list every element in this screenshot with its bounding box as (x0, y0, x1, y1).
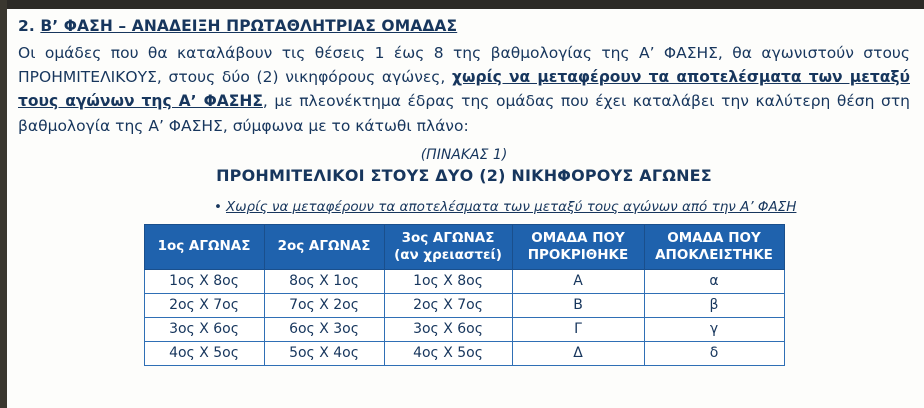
table-caption-bold: ΠΡΟΗΜΙΤΕΛΙΚΟΙ ΣΤΟΥΣ ΔΥΟ (2) ΝΙΚΗΦΟΡΟΥΣ ΑΓΩΝΕΣ (216, 165, 712, 185)
table-cell: Γ (512, 318, 644, 342)
header-line-1: ΟΜΑΔΑ ΠΟΥ (531, 229, 625, 246)
section-heading (18, 17, 910, 35)
header-line-1: 2ος ΑΓΩΝΑΣ (277, 238, 371, 255)
table-cell: 1ος Χ 8ος (384, 270, 512, 294)
section-paragraph (18, 41, 910, 138)
document-content (7, 9, 924, 408)
table-cell: 4ος Χ 5ος (384, 341, 512, 365)
table-row (144, 270, 784, 294)
header-line-1: ΟΜΑΔΑ ΠΟΥ (667, 229, 761, 246)
table-cell: 7ος Χ 2ος (264, 294, 384, 318)
table-cell: Δ (512, 341, 644, 365)
section-number: 2. (18, 17, 35, 35)
table-cell: 2ος Χ 7ος (144, 294, 264, 318)
table-cell: 6ος Χ 3ος (264, 318, 384, 342)
table-header-cell (644, 224, 784, 270)
table-cell: Β (512, 294, 644, 318)
header-line-1: 1ος ΑΓΩΝΑΣ (157, 238, 251, 255)
table-cell: 5ος Χ 4ος (264, 341, 384, 365)
paragraph-part-1: Οι ομάδες που θα καταλάβουν τις θέσεις 1 έως 8 της βαθμολογίας της Α’ ΦΑΣΗΣ, θα αγωνιστούν στους ΠΡΟΗΜΙΤΕΛΙΚΟΥΣ, στους δύο (2) νικηφόρους αγώνες, (18, 44, 910, 87)
table-cell: 3ος Χ 6ος (144, 318, 264, 342)
table-header-row (144, 224, 784, 270)
section-title: Β’ ΦΑΣΗ – ΑΝΑΔΕΙΞΗ ΠΡΩΤΑΘΛΗΤΡΙΑΣ ΟΜΑΔΑΣ (40, 17, 458, 35)
bullet-dot-icon: • (214, 198, 222, 215)
header-line-2: ΠΡΟΚΡΙΘΗΚΕ (527, 246, 629, 263)
table-header-cell (512, 224, 644, 270)
paragraph-part-2: , με πλεονέκτημα έδρας της ομάδας που έχει καταλάβει την καλύτερη θέση στη βαθμολογία της Α’ ΦΑΣΗΣ, σύμφωνα με το κάτωθι πλάνο: (18, 92, 910, 135)
bullet-note (18, 199, 910, 215)
header-line-2: (αν χρειαστεί) (394, 246, 502, 263)
table-cell: Α (512, 270, 644, 294)
table-cell: 1ος Χ 8ος (144, 270, 264, 294)
header-line-2: ΑΠΟΚΛΕΙΣΤΗΚΕ (655, 246, 773, 263)
table-row (144, 341, 784, 365)
table-header-cell (264, 224, 384, 270)
paragraph-emphasis: χωρίς να μεταφέρουν τα αποτελέσματα των μεταξύ τους αγώνων της Α’ ΦΑΣΗΣ (18, 68, 910, 111)
table-cell: 2ος Χ 7ος (384, 294, 512, 318)
header-line-1: 3ος ΑΓΩΝΑΣ (401, 229, 495, 246)
playoff-table (144, 224, 785, 366)
table-row (144, 294, 784, 318)
table-header-cell (384, 224, 512, 270)
scan-left-edge (0, 0, 7, 408)
table-header-cell (144, 224, 264, 270)
table-cell: 8ος Χ 1ος (264, 270, 384, 294)
table-cell: δ (644, 341, 784, 365)
table-row (144, 318, 784, 342)
table-cell: α (644, 270, 784, 294)
table-cell: β (644, 294, 784, 318)
bullet-note-text: Χωρίς να μεταφέρουν τα αποτελέσματα των μεταξύ τους αγώνων από την Α’ ΦΑΣΗ (226, 198, 797, 215)
scan-top-edge (0, 0, 924, 9)
table-caption-italic: (ΠΙΝΑΚΑΣ 1) (420, 146, 508, 163)
table-cell: γ (644, 318, 784, 342)
table-cell: 4ος Χ 5ος (144, 341, 264, 365)
table-cell: 3ος Χ 6ος (384, 318, 512, 342)
